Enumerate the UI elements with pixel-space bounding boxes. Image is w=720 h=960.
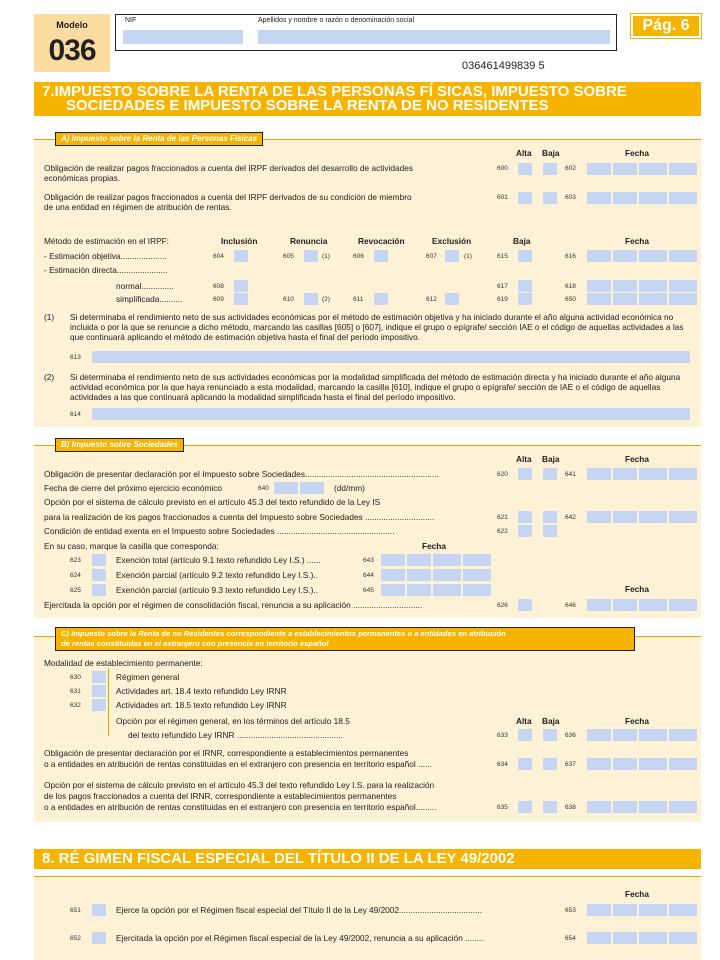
alta-header: Alta [516, 148, 532, 158]
code-613: 613 [70, 354, 81, 361]
footnote-1-number: (1) [44, 312, 55, 322]
code-654: 654 [565, 935, 576, 942]
note-2: (2) [322, 296, 330, 303]
obligacion-irnr-2: o a entidades en atribución de rentas constituidas en el extranjero con presencia en territorio español ...... [44, 759, 432, 769]
checkbox-624[interactable] [92, 569, 106, 581]
code-636: 636 [565, 732, 576, 739]
date-654[interactable] [587, 932, 697, 944]
irpf-row2-line2: de una entidad en régimen de atribución de rentas. [44, 202, 232, 212]
code-619: 619 [497, 296, 508, 303]
obligacion-irnr-1: Obligación de presentar declaración por el IRNR, correspondiente a establecimientos permanentes [44, 748, 409, 758]
normal-label: normal.............. [116, 281, 174, 291]
tab-irnr-line2: de rentas constituidas en el extranjero con presencia en territorio español [61, 639, 329, 648]
checkbox-605[interactable] [304, 250, 318, 262]
regimen-general: Régimen general [116, 672, 180, 682]
code-609: 609 [213, 296, 224, 303]
panel-section-8 [34, 876, 701, 960]
modalidad-label: Modalidad de establecimiento permanente: [44, 658, 203, 668]
code-612: 612 [426, 296, 437, 303]
checkbox-baja-600[interactable] [543, 163, 557, 175]
code-642: 642 [565, 514, 576, 521]
checkbox-634[interactable] [518, 758, 532, 770]
input-613[interactable] [92, 351, 690, 363]
footnote-2-text: Si determinaba el rendimiento neto de sus actividades económicas por la modalidad simplificada del método de estimación directa y ha iniciado durante el año alguna actividad económica por la que haya renunciado a esta modalidad, marcando la casilla [610], indique el grupo o epígrafe/ sección de IAE o el código de aquellas actividades a las que continuará aplicando la modalidad simplificada hasta el final del período impositivo. [70, 372, 681, 402]
date-644[interactable] [381, 569, 491, 581]
date-653[interactable] [587, 904, 697, 916]
section-8-title: 8. RÉ GIMEN FISCAL ESPECIAL DEL TÍTULO II DE LA LEY 49/2002 [34, 849, 701, 869]
date-640[interactable] [274, 482, 324, 494]
sociedades-row2: Fecha de cierre del próximo ejercicio económico [44, 483, 223, 493]
irpf-row1-line1: Obligación de realizar pagos fraccionados a cuenta del IRPF derivados del desarrollo de actividades [44, 163, 413, 173]
note-1: (1) [322, 253, 330, 260]
code-615: 615 [497, 253, 508, 260]
checkbox-600[interactable] [518, 163, 532, 175]
code-634: 634 [497, 761, 508, 768]
code-601: 601 [497, 194, 508, 201]
checkbox-604[interactable] [234, 250, 248, 262]
code-631: 631 [70, 688, 81, 695]
checkbox-625[interactable] [92, 584, 106, 596]
code-620: 620 [497, 471, 508, 478]
code-610: 610 [283, 296, 294, 303]
exencion-total: Exención total (artículo 9.1 texto refundido Ley I.S.) ...... [116, 555, 321, 565]
exencion-parcial-2: Exención parcial (artículo 9.3 texto refundido Ley I.S.).. [116, 585, 318, 595]
sociedades-row3: Opción por el sistema de cálculo previsto en el artículo 45.3 del texto refundido de la Ley IS [44, 497, 381, 507]
code-640: 640 [258, 485, 269, 492]
baja-header-b: Baja [542, 454, 560, 464]
code-603: 603 [565, 194, 576, 201]
code-623: 623 [70, 557, 81, 564]
date-646[interactable] [587, 599, 697, 611]
code-652: 652 [70, 935, 81, 942]
input-614[interactable] [92, 408, 690, 420]
checkbox-632[interactable] [92, 699, 106, 711]
code-645: 645 [363, 587, 374, 594]
code-600: 600 [497, 165, 508, 172]
checkbox-612[interactable] [445, 293, 459, 305]
sociedades-row1: Obligación de presentar declaración por el Impuesto sobre Sociedades.......................................................... [44, 469, 439, 479]
sociedades-row7: Ejercitada la opción por el régimen de consolidación fiscal, renuncia a su aplicación .............................. [44, 600, 423, 610]
date-636[interactable] [587, 729, 697, 741]
checkbox-615[interactable] [518, 250, 532, 262]
objetiva-label: - Estimación objetiva.................... [44, 251, 167, 261]
checkbox-baja-633[interactable] [543, 729, 557, 741]
nif-input[interactable] [123, 30, 243, 44]
fecha-header-2: Fecha [625, 236, 649, 246]
fecha-header-b2: Fecha [422, 541, 446, 551]
exencion-parcial-1: Exención parcial (artículo 9.2 texto refundido Ley I.S.).. [116, 570, 318, 580]
sociedades-row6: En su caso, marque la casilla que corresponda: [44, 541, 219, 551]
code-614: 614 [70, 411, 81, 418]
alta-header-c: Alta [516, 716, 532, 726]
modelo-number: 036 [48, 34, 96, 67]
code-607: 607 [426, 253, 437, 260]
tab-irnr [55, 627, 635, 651]
checkbox-606[interactable] [374, 250, 388, 262]
code-651: 651 [70, 907, 81, 914]
checkbox-651[interactable] [92, 904, 106, 916]
checkbox-619[interactable] [518, 293, 532, 305]
section-8-row2: Ejercitada la opción por el Régimen fiscal especial de la Ley 49/2002, renuncia a su aplicación ........ [116, 933, 484, 943]
fecha-header-b3: Fecha [625, 584, 649, 594]
fecha-header-b: Fecha [625, 454, 649, 464]
date-638[interactable] [587, 801, 697, 813]
footnote-2-number: (2) [44, 372, 55, 382]
date-641[interactable] [587, 468, 697, 480]
sociedades-row4: para la realización de los pagos fraccionados a cuenta del Impuesto sobre Sociedades .............................. [44, 512, 435, 522]
footnote-1-text: Si determinaba el rendimiento neto de sus actividades económicas por el método de estimación objetiva y ha iniciado durante el año alguna actividad económica no incluida o por la que se renuncie a dicho método, marcando las casillas [605] o [607], indique el grupo o epígrafe/ sección IAE o el código de aquellas actividades a las que continuará aplicando el método de estimación objetiva hasta el final del período impositivo. [70, 312, 684, 342]
code-643: 643 [363, 557, 374, 564]
ddmm-label: (dd/mm) [334, 483, 365, 493]
nif-label: NIF [125, 17, 137, 24]
code-638: 638 [565, 804, 576, 811]
code-637: 637 [565, 761, 576, 768]
code-626: 626 [497, 602, 508, 609]
code-632: 632 [70, 702, 81, 709]
section-7-title-line1: 7.IMPUESTO SOBRE LA RENTA DE LAS PERSONAS FÍ SICAS, IMPUESTO SOBRE [42, 83, 627, 100]
fecha-header: Fecha [625, 148, 649, 158]
pagos-irnr-2: de los pagos fraccionados a cuenta del IRNR, correspondiente a establecimientos permanentes [44, 791, 397, 801]
code-608: 608 [213, 283, 224, 290]
date-637[interactable] [587, 758, 697, 770]
directa-label: - Estimación directa...................... [44, 265, 168, 275]
opcion-line1: Opción por el régimen general, en los términos del artículo 18.5 [116, 716, 350, 726]
name-label: Apellidos y nombre o razón o denominación social [258, 17, 415, 24]
pagos-irnr-3: o a entidades en atribución de rentas constituidas en el extranjero con presencia en territorio español......... [44, 802, 437, 812]
checkbox-baja-620[interactable] [543, 468, 557, 480]
date-616[interactable] [587, 250, 697, 262]
code-646: 646 [565, 602, 576, 609]
irpf-row2-line1: Obligación de realizar pagos fraccionados a cuenta del IRPF derivados de su condición de miembro [44, 192, 412, 202]
note-1b: (1) [464, 253, 472, 260]
code-618: 618 [565, 283, 576, 290]
fecha-header-8: Fecha [625, 889, 649, 899]
checkbox-baja-622[interactable] [543, 525, 557, 537]
baja-header-2: Baja [513, 236, 531, 246]
checkbox-baja-601[interactable] [543, 192, 557, 204]
code-653: 653 [565, 907, 576, 914]
inclusion-header: Inclusión [221, 236, 258, 246]
code-622: 622 [497, 528, 508, 535]
code-621: 621 [497, 514, 508, 521]
checkbox-601[interactable] [518, 192, 532, 204]
checkbox-622[interactable] [518, 525, 532, 537]
modelo-label: Modelo [56, 20, 88, 30]
checkbox-620[interactable] [518, 468, 532, 480]
code-624: 624 [70, 572, 81, 579]
opcion-line2: del texto refundido Ley IRNR .............................................. [128, 730, 343, 740]
checkbox-611[interactable] [374, 293, 388, 305]
page-number: Pág. 6 [631, 14, 701, 38]
metodo-label: Método de estimación en el IRPF: [44, 236, 169, 246]
checkbox-623[interactable] [92, 554, 106, 566]
code-641: 641 [565, 471, 576, 478]
code-616: 616 [565, 253, 576, 260]
checkbox-baja-634[interactable] [543, 758, 557, 770]
checkbox-630[interactable] [92, 671, 106, 683]
date-643[interactable] [381, 554, 491, 566]
code-630: 630 [70, 674, 81, 681]
checkbox-610[interactable] [304, 293, 318, 305]
code-650: 650 [565, 296, 576, 303]
checkbox-baja-635[interactable] [543, 801, 557, 813]
checkbox-633[interactable] [518, 729, 532, 741]
name-input[interactable] [258, 30, 610, 44]
section-8-row1: Ejerce la opción por el Régimen fiscal especial del Título II de la Ley 49/2002.................................... [116, 905, 483, 915]
checkbox-631[interactable] [92, 685, 106, 697]
checkbox-617[interactable] [518, 280, 532, 292]
checkbox-626[interactable] [518, 599, 532, 611]
actividades-185: Actividades art. 18.5 texto refundido Ley IRNR [116, 700, 287, 710]
checkbox-608[interactable] [234, 280, 248, 292]
bracket-line [108, 668, 109, 736]
code-602: 602 [565, 165, 576, 172]
tab-sociedades: B) Impuesto sobre Sociedades [55, 438, 184, 452]
revocacion-header: Revocación [358, 236, 405, 246]
code-617: 617 [497, 283, 508, 290]
checkbox-621[interactable] [518, 511, 532, 523]
section-7-title-line2: SOCIEDADES E IMPUESTO SOBRE LA RENTA DE NO RESIDENTES [66, 97, 549, 114]
code-644: 644 [363, 572, 374, 579]
pagos-irnr-1: Opción por el sistema de cálculo previsto en el artículo 45.3 del texto refundido Ley I.S. para la realización [44, 780, 435, 790]
checkbox-609[interactable] [234, 293, 248, 305]
date-618[interactable] [587, 280, 697, 292]
date-650[interactable] [587, 293, 697, 305]
code-604: 604 [213, 253, 224, 260]
date-642[interactable] [587, 511, 697, 523]
date-602[interactable] [587, 163, 697, 175]
checkbox-baja-621[interactable] [543, 511, 557, 523]
fecha-header-c: Fecha [625, 716, 649, 726]
renuncia-header: Renuncia [290, 236, 328, 246]
alta-header-b: Alta [516, 454, 532, 464]
code-606: 606 [353, 253, 364, 260]
identification-box [115, 14, 617, 51]
section-7-title [34, 82, 701, 116]
baja-header-c: Baja [542, 716, 560, 726]
code-635: 635 [497, 804, 508, 811]
actividades-184: Actividades art. 18.4 texto refundido Ley IRNR [116, 686, 287, 696]
exclusion-header: Exclusión [432, 236, 472, 246]
date-645[interactable] [381, 584, 491, 596]
checkbox-607[interactable] [445, 250, 459, 262]
tab-irpf: A) Impuesto sobre la Renta de las Personas Físicas [55, 132, 263, 146]
code-633: 633 [497, 732, 508, 739]
irpf-row1-line2: económicas propias. [44, 173, 121, 183]
sociedades-row5: Condición de entidad exenta en el Impuesto sobre Sociedades ................................................... [44, 526, 395, 536]
checkbox-652[interactable] [92, 932, 106, 944]
code-625: 625 [70, 587, 81, 594]
date-603[interactable] [587, 192, 697, 204]
barcode-number: 036461499839 5 [462, 60, 545, 72]
checkbox-635[interactable] [518, 801, 532, 813]
code-611: 611 [353, 296, 364, 303]
baja-header: Baja [542, 148, 560, 158]
simplificada-label: simplificada.......... [116, 294, 183, 304]
tab-irnr-line1: C) Impuesto sobre la Renta de no Residentes correspondiente a establecimientos permanentes o a entidades en atribución [61, 629, 506, 638]
code-605: 605 [283, 253, 294, 260]
modelo-box [34, 14, 110, 72]
